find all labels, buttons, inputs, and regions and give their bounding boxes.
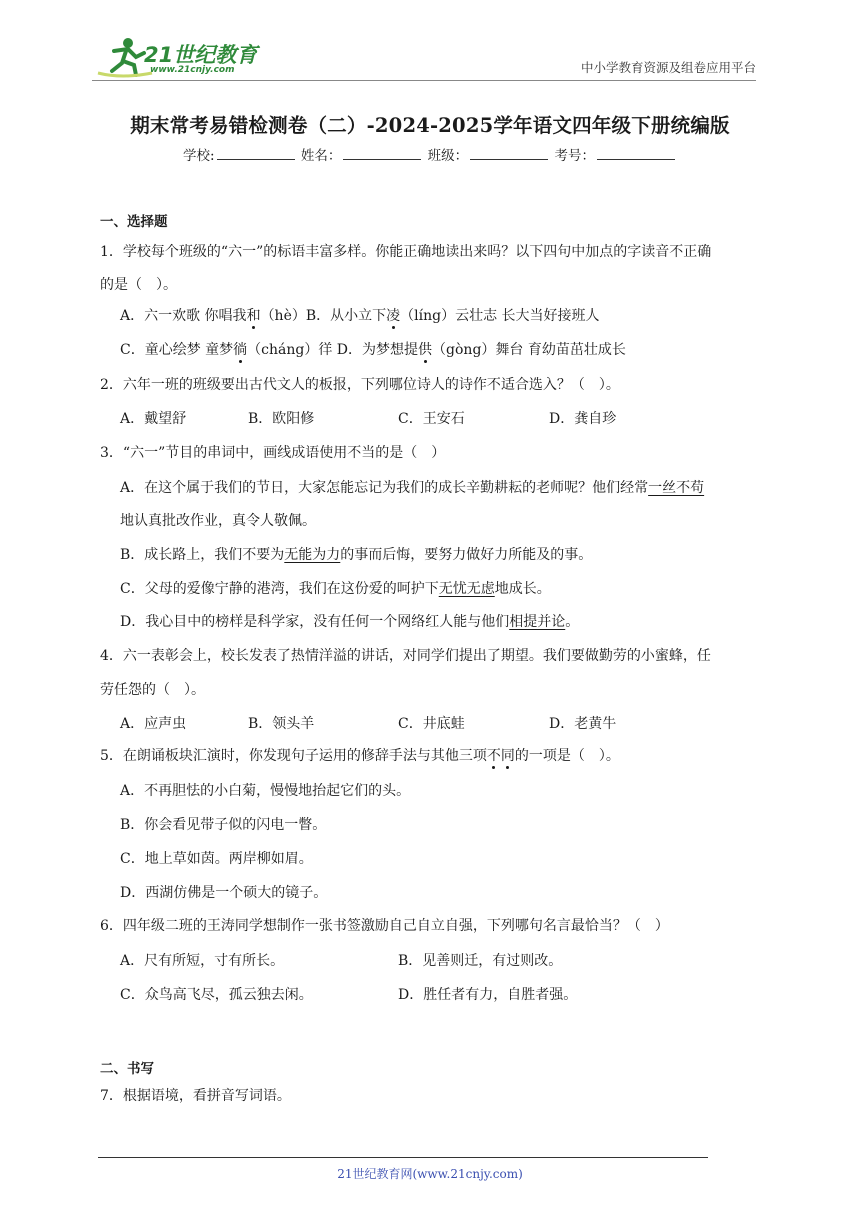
q5-stem-text-end: 的一项是（ ）。: [514, 748, 620, 764]
q4-option-a: A．应声虫: [120, 716, 187, 732]
q3-d-text-end: 。: [565, 614, 580, 630]
q1-stem-line1: 1．学校每个班级的“六一”的标语丰富多样。你能正确地读出来吗？以下四句中加点的字读音不正确: [100, 244, 712, 260]
q3-d-text: D．我心目中的榜样是科学家，没有任何一个网络红人能与他们: [120, 614, 510, 630]
student-info-line: [0, 144, 860, 164]
section-heading-writing: 二、书写: [100, 1061, 154, 1077]
q4-option-c: C．井底蛙: [398, 716, 465, 732]
q3-d-underlined-idiom: 相提并论: [509, 614, 566, 630]
name-label: 姓名：: [300, 148, 342, 164]
q5-option-b: B．你会看见带子似的闪电一瞥。: [120, 817, 327, 833]
q1-a-text: A．六一欢歌 你唱我: [120, 308, 247, 324]
class-blank: [470, 147, 548, 160]
q1-c-text: C．童心绘梦 童梦: [120, 342, 234, 358]
q1-option-ab: [120, 307, 600, 325]
q3-b-text-end: 的事而后悔，要努力做好力所能及的事。: [340, 547, 593, 563]
q2-option-b: B．欧阳修: [248, 411, 315, 427]
q6-option-a: A．尺有所短，寸有所长。: [120, 953, 285, 969]
logo-url-text: www.21cnjy.com: [150, 65, 235, 75]
q3-option-d: [120, 613, 579, 631]
q5-stem: [100, 747, 620, 765]
q1-a-pinyin: （hè）B．从小立下: [260, 308, 387, 324]
q3-c-underlined-idiom: 无忧无虑: [438, 581, 495, 597]
header-divider: [92, 80, 756, 81]
footer-divider: [98, 1157, 708, 1158]
school-label: 学校:: [183, 148, 215, 164]
q3-option-c: [120, 580, 551, 598]
q5-option-a: A．不再胆怯的小白菊，慢慢地抬起它们的头。: [120, 783, 411, 799]
q3-b-underlined-idiom: 无能为力: [284, 547, 341, 563]
q5-option-d: D．西湖仿佛是一个硕大的镜子。: [120, 885, 328, 901]
exam-no-blank: [597, 147, 675, 160]
q4-stem-line1: 4．六一表彰会上，校长发表了热情洋溢的讲话，对同学们提出了期望。我们要做勤劳的小蜜蜂，任: [100, 648, 711, 664]
name-blank: [343, 147, 421, 160]
q2-option-d: D．龚自珍: [549, 411, 617, 427]
q3-option-b: [120, 546, 592, 564]
q3-option-a: [120, 479, 704, 497]
q1-option-cd: [120, 341, 626, 359]
q4-stem-line2: 劳任怨的（ ）。: [100, 682, 205, 698]
q5-option-c: C．地上草如茵。两岸柳如眉。: [120, 851, 313, 867]
q7-stem: 7．根据语境，看拼音写词语。: [100, 1088, 291, 1104]
q6-option-d: D．胜任者有力，自胜者强。: [398, 987, 578, 1003]
q5-dotted-char-2: 同: [500, 748, 515, 764]
q3-c-text-end: 地成长。: [494, 581, 551, 597]
logo-text: 21世纪教育: [144, 43, 258, 67]
q4-option-b: B．领头羊: [248, 716, 315, 732]
page-title: 期末常考易错检测卷（二）-2024-2025学年语文四年级下册统编版: [130, 114, 730, 137]
q3-stem: 3．“六一”节目的串词中，画线成语使用不当的是（ ）: [100, 445, 446, 461]
q1-c-pinyin: （cháng）徉 D．为梦想提: [247, 342, 419, 358]
q6-option-b: B．见善则迁，有过则改。: [398, 953, 563, 969]
q1-a-dotted-char: 和: [246, 308, 261, 324]
q5-dotted-char-1: 不: [486, 748, 501, 764]
q3-b-text: B．成长路上，我们不要为: [120, 547, 285, 563]
site-logo: [92, 33, 262, 81]
q1-stem-line2: 的是（ ）。: [100, 277, 177, 293]
q3-c-text: C．父母的爱像宁静的港湾，我们在这份爱的呵护下: [120, 581, 439, 597]
q2-stem: 2．六年一班的班级要出古代文人的板报，下列哪位诗人的诗作不适合选入？（ ）。: [100, 377, 620, 393]
q1-b-dotted-char: 凌: [386, 308, 401, 324]
exam-no-label: 考号：: [554, 148, 595, 164]
school-blank: [217, 147, 295, 160]
q2-option-c: C．王安石: [398, 411, 465, 427]
q3-a-text: A．在这个属于我们的节日，大家怎能忘记为我们的成长辛勤耕耘的老师呢？他们经常: [120, 480, 649, 496]
section-heading-choice: 一、选择题: [100, 214, 168, 230]
q4-option-d: D．老黄牛: [549, 716, 617, 732]
header-platform-text: 中小学教育资源及组卷应用平台: [580, 60, 756, 75]
class-label: 班级：: [427, 148, 469, 164]
q1-d-text: （gòng）舞台 育幼苗茁壮成长: [432, 342, 626, 358]
footer-link[interactable]: 21世纪教育网(www.21cnjy.com): [337, 1167, 523, 1181]
q1-c-dotted-char: 徜: [233, 342, 248, 358]
q3-option-a-line2: 地认真批改作业，真令人敬佩。: [120, 513, 316, 529]
q6-stem: 6．四年级二班的王涛同学想制作一张书签激励自己自立自强，下列哪句名言最恰当？（ ）: [100, 918, 669, 934]
q6-option-c: C．众鸟高飞尽，孤云独去闲。: [120, 987, 313, 1003]
q5-stem-text: 5．在朗诵板块汇演时，你发现句子运用的修辞手法与其他三项: [100, 748, 487, 764]
q3-a-underlined-idiom: 一丝不苟: [648, 480, 705, 496]
q2-option-a: A．戴望舒: [120, 411, 187, 427]
q1-b-text: （líng）云壮志 长大当好接班人: [400, 308, 600, 324]
q1-d-dotted-char: 供: [418, 342, 433, 358]
